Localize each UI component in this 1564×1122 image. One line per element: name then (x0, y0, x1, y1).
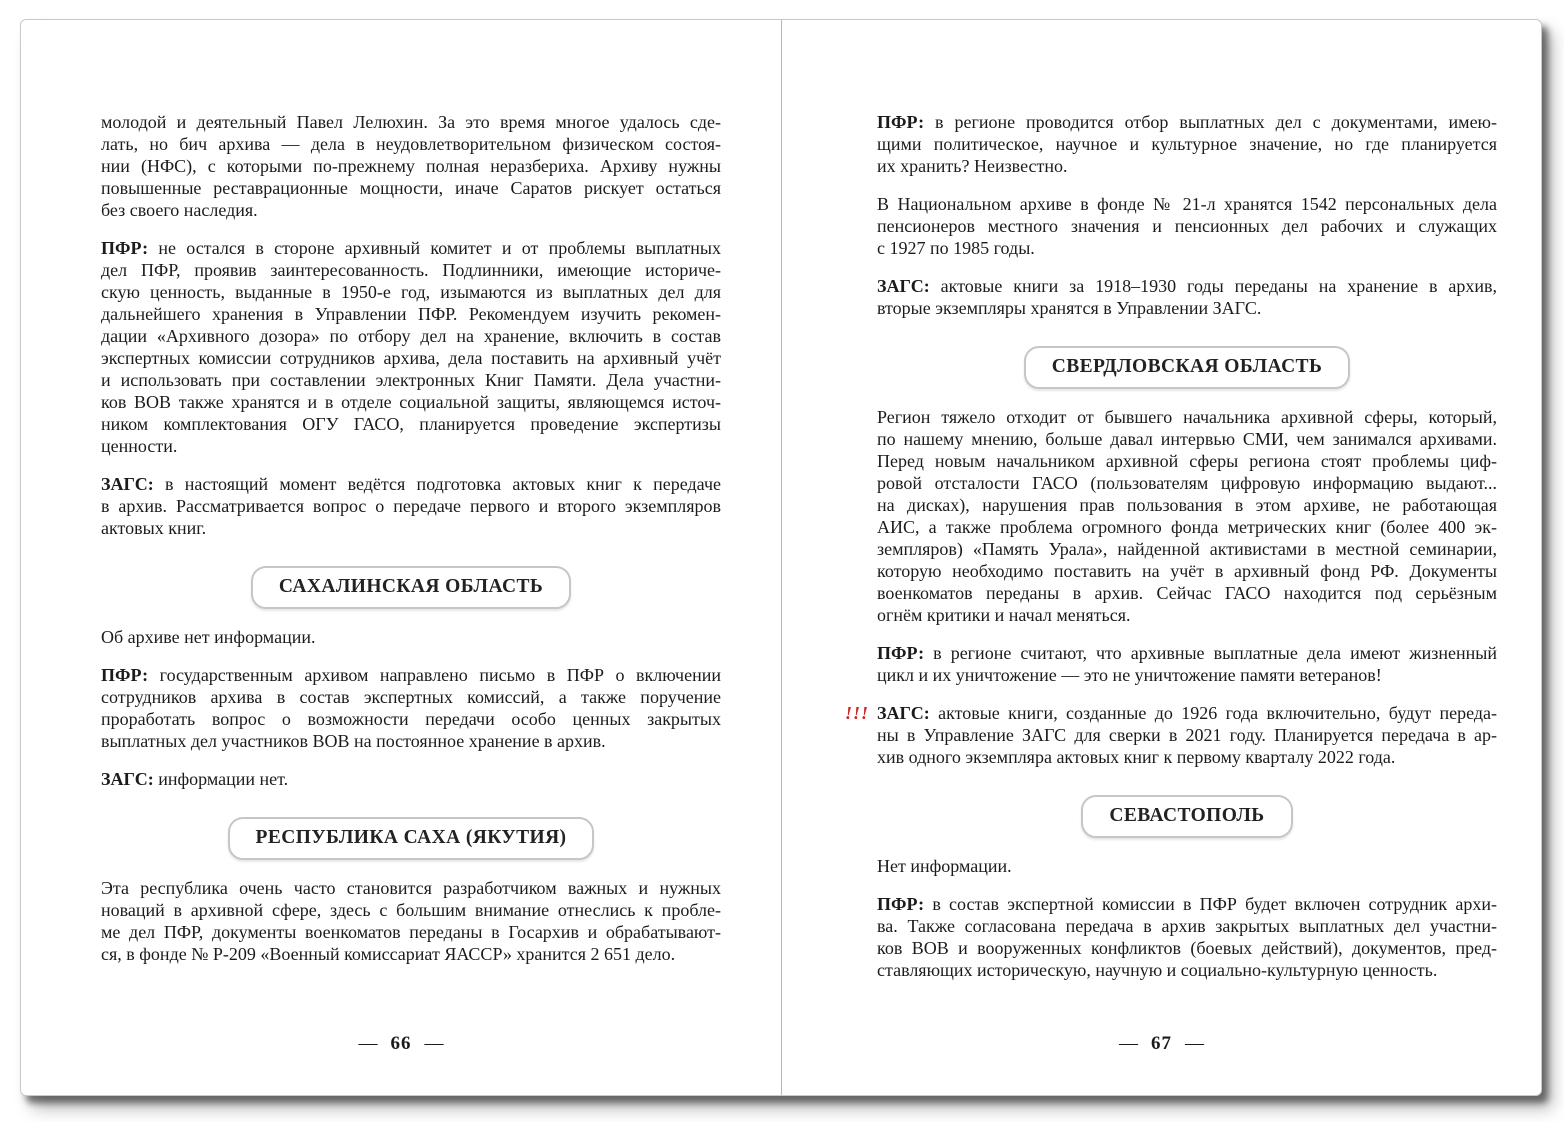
paragraph-line: на дисках), нарушения прав пользования в этом архиве, не работающая (877, 495, 1497, 515)
paragraph-line (877, 642, 1497, 664)
page-footer (21, 1033, 781, 1055)
paragraph-text: государственным архивом направлено письмо в ПФР о включении (148, 665, 721, 685)
paragraph-line: молодой и деятельный Павел Лелюхин. За это время многое удалось сде- (101, 112, 721, 132)
paragraph-line: проработать вопрос о возможности передачи особо ценных закрытых (101, 709, 721, 729)
paragraph-prefix: ЗАГС: (877, 703, 930, 723)
paragraph-line: дел ПФР, проявив заинтересованность. Подлинники, имеющие историче- (101, 260, 721, 280)
footer-dash: — (1119, 1033, 1138, 1054)
paragraph-line (877, 111, 1497, 133)
paragraph-line: хив одного экземпляра актовых книг к первому кварталу 2022 года. (877, 747, 1396, 767)
paragraph-line: Нет информации. (877, 856, 1012, 876)
paragraph-line: в архив. Рассматривается вопрос о передаче первого и второго экземпляров (101, 496, 721, 516)
paragraph-line (877, 275, 1497, 297)
section-heading (877, 346, 1497, 389)
paragraph-line (877, 893, 1497, 915)
section-heading-label: РЕСПУБЛИКА САХА (ЯКУТИЯ) (255, 827, 567, 848)
paragraph-line: и использовать при составлении электронных Книг Памяти. Дела участни- (101, 370, 721, 390)
paragraph-prefix: ЗАГС: (877, 276, 930, 296)
paragraph-line: ставляющих историческую, научную и социально-культурную ценность. (877, 960, 1438, 980)
paragraph-line: военкоматов переданы в архив. Сейчас ГАСО находится под серьёзным (877, 583, 1497, 603)
paragraph-line: ков ВОВ также хранятся и в отделе социальной защиты, являющемся источ- (101, 392, 721, 412)
paragraph-text: не остался в стороне архивный комитет и от проблемы выплатных (148, 238, 721, 258)
paragraph-line: актовых книг. (101, 518, 207, 538)
paragraph-line: выплатных дел участников ВОВ на постоянное хранение в архив. (101, 731, 606, 751)
paragraph (101, 664, 721, 752)
paragraph-line: В Национальном архиве в фонде № 21-л хранятся 1542 персональных дела (877, 194, 1497, 214)
paragraph-line: Перед новым начальником архивной сферы региона стоят проблемы циф- (877, 451, 1497, 471)
paragraph-text: в регионе проводится отбор выплатных дел с документами, имею- (924, 112, 1497, 132)
paragraph (877, 893, 1497, 981)
paragraph-line: скую ценность, выданные в 1950-е год, изымаются из выплатных дел для (101, 282, 721, 302)
section-heading-label: САХАЛИНСКАЯ ОБЛАСТЬ (278, 576, 544, 597)
section-heading (877, 795, 1497, 838)
paragraph-prefix: ПФР: (877, 112, 925, 132)
section-heading-label: СЕВАСТОПОЛЬ (1109, 805, 1265, 826)
book-spread (20, 19, 1542, 1096)
section-heading-box (251, 566, 571, 609)
paragraph-line: дальнейшего хранения в Управлении ПФР. Рекомендуем изучить рекомен- (101, 304, 721, 324)
paragraph (101, 237, 721, 457)
page-footer (782, 1033, 1541, 1055)
paragraph (877, 642, 1497, 686)
paragraph (877, 855, 1497, 877)
paragraph-text: в регионе считают, что архивные выплатные дела имеют жизненный (924, 643, 1497, 663)
paragraph-line: Об архиве нет информации. (101, 627, 316, 647)
paragraph-line: ником комплектования ОГУ ГАСО, планируется проведение экспертизы (101, 414, 721, 434)
paragraph-line (101, 237, 721, 259)
paragraph-line: сотрудников архива в состав экспертных комиссий, а также поручение (101, 687, 721, 707)
paragraph-line: ков ВОВ и вооруженных конфликтов (боевых действий), документов, пред- (877, 938, 1497, 958)
paragraph-text: в состав экспертной комиссии в ПФР будет включен сотрудник архи- (924, 894, 1497, 914)
section-heading (101, 817, 721, 860)
paragraph-line: Эта республика очень часто становится разработчиком важных и нужных (101, 878, 721, 898)
paragraph-line: АИС, а также проблема огромного фонда метрических книг (более 400 эк- (877, 517, 1497, 537)
paragraph (877, 193, 1497, 259)
paragraph-prefix: ПФР: (877, 894, 925, 914)
page-number: 67 (1151, 1033, 1172, 1054)
paragraph-line: ва. Также согласована передача в архив закрытых выплатных дел участни- (877, 916, 1497, 936)
paragraph-line: новаций в архивной сфере, здесь с большим внимание отнеслись к пробле- (101, 900, 721, 920)
paragraph-line (101, 768, 721, 790)
paragraph-prefix: ПФР: (101, 665, 149, 685)
paragraph-text: в настоящий момент ведётся подготовка актовых книг к передаче (153, 474, 721, 494)
paragraph (877, 406, 1497, 626)
paragraph-line: цикл и их уничтожение — это не уничтожение памяти ветеранов! (877, 665, 1382, 685)
section-heading-box (1024, 346, 1351, 389)
paragraph (845, 702, 1497, 768)
footer-dash: — (358, 1033, 378, 1054)
section-heading-box (1081, 795, 1292, 838)
paragraph (101, 768, 721, 790)
paragraph-line: ны в Управление ЗАГС для сверки в 2021 году. Планируется передача в ар- (877, 725, 1497, 745)
footer-dash: — (424, 1033, 444, 1054)
paragraph (101, 111, 721, 221)
paragraph (101, 877, 721, 965)
paragraph-text: актовые книги, созданные до 1926 года включительно, будут переда- (929, 703, 1497, 723)
book-page-right (782, 20, 1541, 1095)
paragraph-line: повышенные реставрационные мощности, иначе Саратов рискует остаться (101, 178, 721, 198)
paragraph-line: нии (НФС), с которыми по-прежнему полная неразбериха. Архиву нужны (101, 156, 721, 176)
paragraph-prefix: ПФР: (877, 643, 925, 663)
paragraph-line: их хранить? Неизвестно. (877, 156, 1068, 176)
paragraph-line (845, 702, 1497, 724)
paragraph-line: ценности. (101, 436, 178, 456)
paragraph-line: земпляров) «Память Урала», найденной активистами в местной семинарии, (877, 539, 1497, 559)
paragraph-line: вторые экземпляры хранятся в Управлении ЗАГС. (877, 298, 1262, 318)
paragraph-prefix: ЗАГС: (101, 769, 154, 789)
section-heading-label: СВЕРДЛОВСКАЯ ОБЛАСТЬ (1051, 356, 1323, 377)
paragraph-line: экспертных комиссии сотрудников архива, дела поставить на архивный учёт (101, 348, 721, 368)
paragraph (101, 626, 721, 648)
paragraph-line: щими политическое, научное и культурное значение, но где планируется (877, 134, 1497, 154)
paragraph-line: пенсионеров местного значения и пенсионных дел рабочих и служащих (877, 216, 1497, 236)
paragraph-text: информации нет. (153, 769, 289, 789)
paragraph-line: ме дел ПФР, документы военкоматов переданы в Госархив и обрабатывают- (101, 922, 721, 942)
alert-marker: !!! (845, 703, 870, 723)
paragraph-prefix: ПФР: (101, 238, 149, 258)
paragraph-line: по нашему мнению, больше давал интервью СМИ, чем занимался архивами. (877, 429, 1497, 449)
paragraph (101, 473, 721, 539)
paragraph-line: огнём критики и начал меняться. (877, 605, 1131, 625)
paragraph-line: которую необходимо поставить на учёт в архивный фонд РФ. Документы (877, 561, 1497, 581)
paragraph-text: актовые книги за 1918–1930 годы переданы на хранение в архив, (929, 276, 1497, 296)
paragraph-prefix: ЗАГС: (101, 474, 154, 494)
paragraph-line (101, 473, 721, 495)
paragraph-line (101, 664, 721, 686)
paragraph (877, 111, 1497, 177)
footer-dash: — (1185, 1033, 1204, 1054)
paragraph-line: ровой отсталости ГАСО (пользователям цифровую информацию выдают... (877, 473, 1497, 493)
section-heading-box (228, 817, 595, 860)
section-heading (101, 566, 721, 609)
page-number: 66 (390, 1033, 412, 1054)
paragraph-line: дации «Архивного дозора» по отбору дел на хранение, включить в состав (101, 326, 721, 346)
paragraph-line: с 1927 по 1985 годы. (877, 238, 1035, 258)
paragraph-line: без своего наследия. (101, 200, 258, 220)
paragraph (877, 275, 1497, 319)
book-page-left (21, 20, 781, 1095)
paragraph-line: Регион тяжело отходит от бывшего начальника архивной сферы, который, (877, 407, 1497, 427)
paragraph-line: лать, но бич архива — дела в неудовлетворительном физическом состоя- (101, 134, 721, 154)
paragraph-line: ся, в фонде № Р-209 «Военный комиссариат ЯАССР» хранится 2 651 дело. (101, 944, 676, 964)
